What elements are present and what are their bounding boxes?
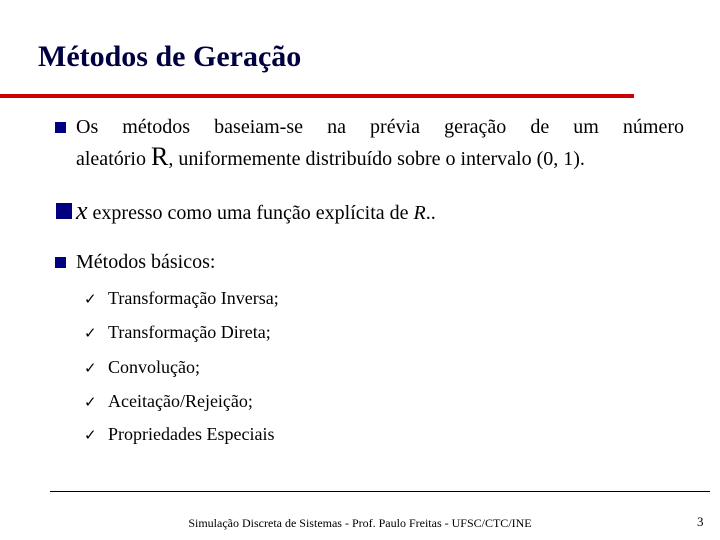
title-underline xyxy=(0,94,634,98)
bullet-2: x expresso como uma função explícita de R.. xyxy=(76,196,436,225)
method-item: Transformação Direta; xyxy=(108,322,271,342)
variable-r: R xyxy=(413,202,426,224)
variable-x: x xyxy=(76,196,88,225)
checkmark-icon: ✓ xyxy=(84,324,97,342)
footer-text: Simulação Discreta de Sistemas - Prof. Paulo Freitas - UFSC/CTC/INE xyxy=(188,516,532,530)
page-title: Métodos de Geração xyxy=(38,40,302,73)
checkmark-icon: ✓ xyxy=(84,290,97,308)
method-item: Aceitação/Rejeição; xyxy=(108,391,253,411)
method-item: Transformação Inversa; xyxy=(108,288,279,308)
page-number: 3 xyxy=(697,514,704,529)
method-item: Convolução; xyxy=(108,357,200,377)
checkmark-icon: ✓ xyxy=(84,359,97,377)
footer-rule xyxy=(50,491,710,492)
checkmark-icon: ✓ xyxy=(84,393,97,411)
bullet-square-icon xyxy=(56,203,72,219)
bullet-square-icon xyxy=(55,122,66,133)
variable-r: R xyxy=(150,142,169,171)
bullet-1-line-1: Os métodos baseiam-se na prévia geração de um número xyxy=(76,116,684,138)
bullet-1-line-2: aleatório R, uniformemente distribuído sobre o intervalo (0, 1). xyxy=(76,142,585,171)
bullet-3: Métodos básicos: xyxy=(76,251,216,273)
bullet-square-icon xyxy=(55,257,66,268)
method-item: Propriedades Especiais xyxy=(108,424,275,444)
checkmark-icon: ✓ xyxy=(84,426,97,444)
